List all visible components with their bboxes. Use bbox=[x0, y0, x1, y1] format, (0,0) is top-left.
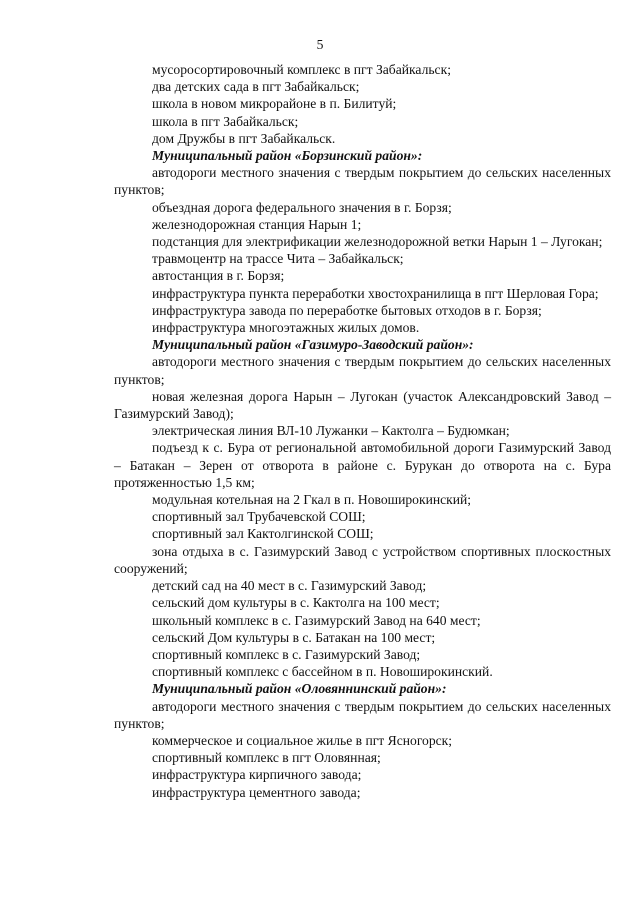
list-item: спортивный комплекс в пгт Оловянная; bbox=[152, 750, 381, 766]
list-item: автодороги местного значения с твердым покрытием до сельских населенных пунктов; bbox=[114, 354, 611, 387]
list-item: мусоросортировочный комплекс в пгт Забайкальск; bbox=[152, 62, 451, 77]
list-item: инфраструктура кирпичного завода; bbox=[152, 767, 362, 783]
list-item: коммерческое и социальное жилье в пгт Ясногорск; bbox=[152, 732, 453, 748]
list-item: сельский дом культуры в с. Кактолга на 100 мест; bbox=[152, 595, 440, 611]
list-item: сельский Дом культуры в с. Батакан на 100 мест; bbox=[152, 629, 436, 645]
list-item: школа в новом микрорайоне в п. Билитуй; bbox=[152, 96, 397, 112]
list-item: школа в пгт Забайкальск; bbox=[152, 113, 299, 129]
list-item: подъезд к с. Бура от региональной автомобильной дороги Газимурский Завод – Батакан – Зерен от отворота в районе с. Бурукан до отворота на с. Бура протяженностью 1,5 км; bbox=[114, 440, 611, 490]
list-item: инфраструктура завода по переработке бытовых отходов в г. Борзя; bbox=[152, 302, 542, 318]
list-item: модульная котельная на 2 Гкал в п. Новоширокинский; bbox=[152, 492, 472, 508]
list-item: автодороги местного значения с твердым покрытием до сельских населенных пунктов; bbox=[114, 165, 611, 198]
list-item: школьный комплекс в с. Газимурский Завод на 640 мест; bbox=[152, 612, 481, 628]
section-heading: Муниципальный район «Оловяннинский район»: bbox=[152, 681, 447, 697]
section-heading: Муниципальный район «Борзинский район»: bbox=[152, 148, 423, 164]
page-number: 5 bbox=[316, 37, 324, 52]
list-item: автодороги местного значения с твердым покрытием до сельских населенных пунктов; bbox=[114, 698, 611, 731]
section-heading: Муниципальный район «Газимуро-Заводский район»: bbox=[152, 337, 474, 353]
list-item: дом Дружбы в пгт Забайкальск. bbox=[152, 130, 336, 146]
list-item: инфраструктура цементного завода; bbox=[152, 784, 361, 800]
list-item: инфраструктура пункта переработки хвостохранилища в пгт Шерловая Гора; bbox=[152, 285, 599, 301]
list-item: электрическая линия ВЛ-10 Лужанки – Кактолга – Будюмкан; bbox=[152, 423, 510, 439]
list-item: спортивный зал Трубачевской СОШ; bbox=[152, 509, 366, 525]
list-item: объездная дорога федерального значения в г. Борзя; bbox=[152, 199, 452, 215]
list-item: два детских сада в пгт Забайкальск; bbox=[152, 79, 360, 95]
list-item: автостанция в г. Борзя; bbox=[152, 268, 285, 284]
list-item: зона отдыха в с. Газимурский Завод с устройством спортивных плоскостных сооружений; bbox=[114, 543, 611, 576]
list-item: спортивный зал Кактолгинской СОШ; bbox=[152, 526, 374, 542]
list-item: новая железная дорога Нарын – Лугокан (участок Александровский Завод – Газимурский Завод); bbox=[114, 388, 611, 422]
list-item: инфраструктура многоэтажных жилых домов. bbox=[152, 320, 420, 336]
list-item: спортивный комплекс с бассейном в п. Новоширокинский. bbox=[152, 664, 493, 680]
list-item: детский сад на 40 мест в с. Газимурский Завод; bbox=[152, 578, 427, 594]
list-item: спортивный комплекс в с. Газимурский Завод; bbox=[152, 646, 421, 662]
list-item: подстанция для электрификации железнодорожной ветки Нарын 1 – Лугокан; bbox=[152, 234, 603, 250]
list-item: железнодорожная станция Нарын 1; bbox=[152, 216, 362, 232]
list-item: травмоцентр на трассе Чита – Забайкальск; bbox=[152, 251, 404, 267]
document-body bbox=[114, 61, 611, 801]
